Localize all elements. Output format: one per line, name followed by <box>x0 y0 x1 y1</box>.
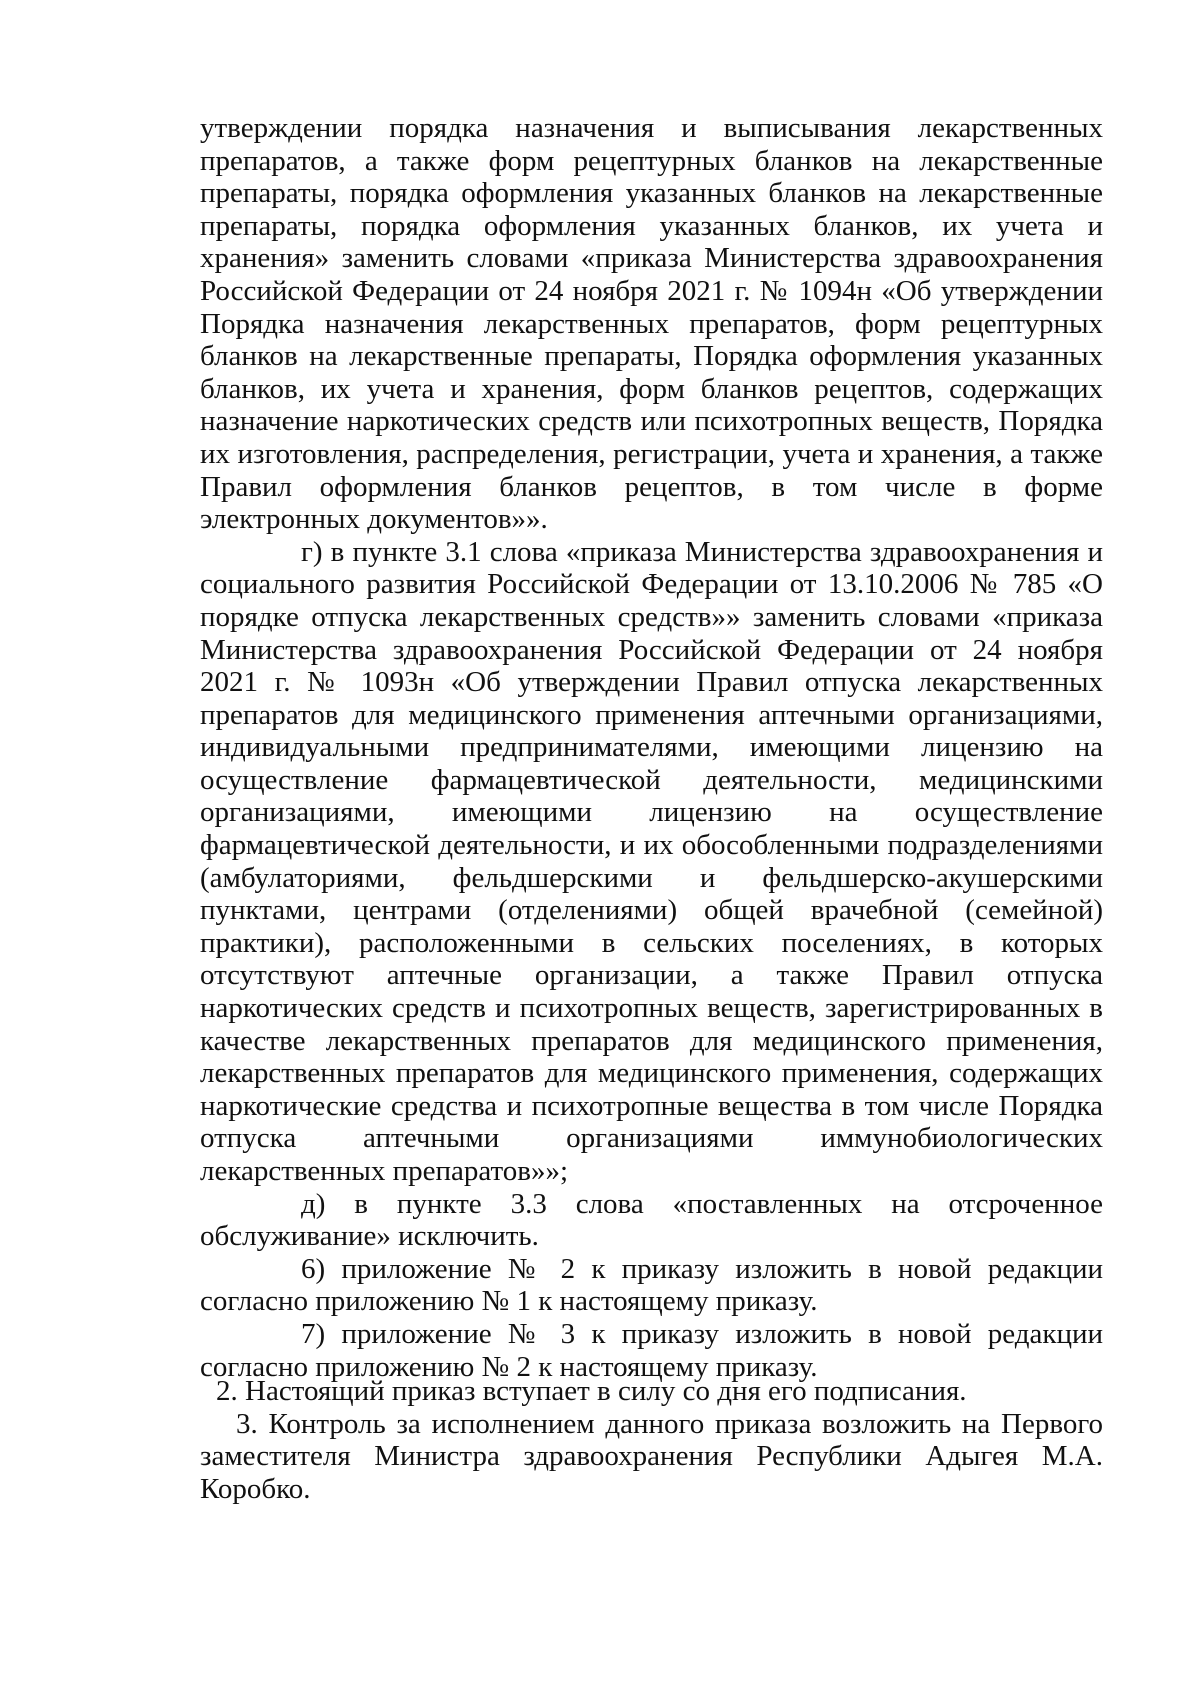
paragraph-item-6: 6) приложение № 2 к приказу изложить в новой редакции согласно приложению № 1 к настоящему приказу. <box>200 1252 1103 1318</box>
paragraph-item-d: д) в пункте 3.3 слова «поставленных на отсроченное обслуживание» исключить. <box>200 1187 1103 1253</box>
paragraph-item-g: г) в пункте 3.1 слова «приказа Министерства здравоохранения и социального развития Российской Федерации от 13.10.2006 № 785 «О порядке отпуска лекарственных средств»» заменить словами «приказа Министерства здравоохранения Российской Федерации от 24 ноября 2021 г. № 1093н «Об утверждении Правил отпуска лекарственных препаратов для медицинского применения аптечными организациями, индивидуальными предпринимателями, имеющими лицензию на осуществление фармацевтической деятельности, медицинскими организациями, имеющими лицензию на осуществление фармацевтической деятельности, и их обособленными подразделениями (амбулаториями, фельдшерскими и фельдшерско-акушерскими пунктами, центрами (отделениями) общей врачебной (семейной) практики), расположенными в сельских поселениях, в которых отсутствуют аптечные организации, а также Правил отпуска наркотических средств и психотропных веществ, зарегистрированных в качестве лекарственных препаратов для медицинского применения, лекарственных препаратов для медицинского применения, содержащих наркотические средства и психотропные вещества в том числе Порядка отпуска аптечными организациями иммунобиологических лекарственных препаратов»»; <box>200 535 1103 1187</box>
paragraph-item-7: 7) приложение № 3 к приказу изложить в новой редакции согласно приложению № 2 к настоящему приказу. <box>200 1317 1103 1383</box>
final-provisions <box>200 1375 1103 1505</box>
paragraph-continuation: утверждении порядка назначения и выписывания лекарственных препаратов, а также форм рецептурных бланков на лекарственные препараты, порядка оформления указанных бланков на лекарственные препараты, порядка оформления указанных бланков, их учета и хранения» заменить словами «приказа Министерства здравоохранения Российской Федерации от 24 ноября 2021 г. № 1094н «Об утверждении Порядка назначения лекарственных препаратов, форм рецептурных бланков на лекарственные препараты, Порядка оформления указанных бланков, их учета и хранения, форм бланков рецептов, содержащих назначение наркотических средств или психотропных веществ, Порядка их изготовления, распределения, регистрации, учета и хранения, а также Правил оформления бланков рецептов, в том числе в форме электронных документов»». <box>200 112 1103 536</box>
document-body <box>200 112 1103 1383</box>
paragraph-item-3: 3. Контроль за исполнением данного приказа возложить на Первого заместителя Министра здравоохранения Республики Адыгея М.А. Коробко. <box>200 1407 1103 1505</box>
paragraph-item-2: 2. Настоящий приказ вступает в силу со дня его подписания. <box>216 1375 967 1407</box>
